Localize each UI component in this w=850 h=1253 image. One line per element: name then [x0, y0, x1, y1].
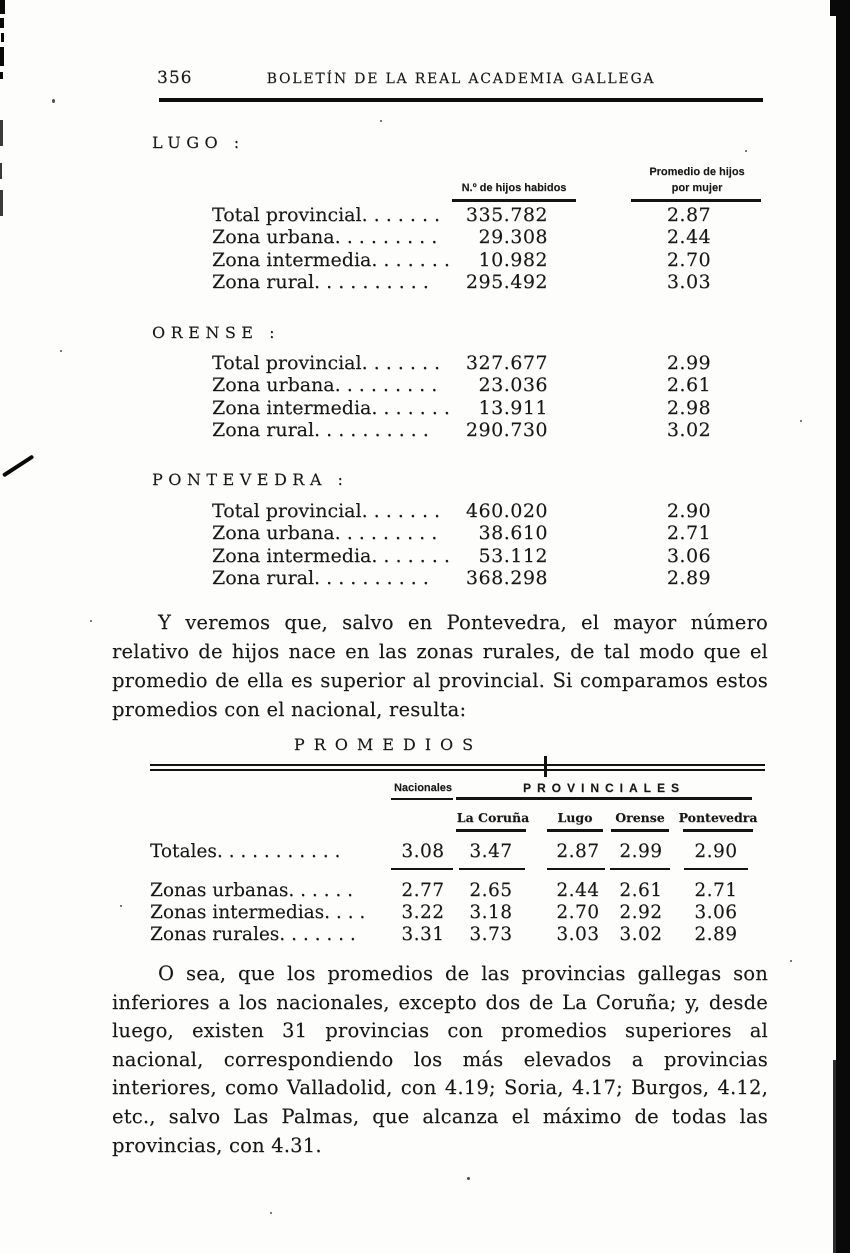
value-la-coruna: 3.47 — [469, 841, 513, 862]
value-nacional: 3.31 — [401, 924, 445, 945]
pen-slash-mark — [2, 454, 34, 477]
left-edge-mark — [0, 18, 4, 28]
section-title-lugo: LUGO : — [152, 133, 245, 152]
left-edge-mark — [0, 120, 3, 146]
row-label: Zona rural. . . . . . . . . . — [212, 567, 429, 590]
row-label: Zona urbana. . . . . . . . . — [212, 374, 438, 397]
orense-table — [0, 352, 850, 442]
row-label: Zona intermedia. . . . . . . — [212, 248, 450, 271]
promedios-double-rule — [150, 764, 765, 771]
average-value: 3.03 — [666, 271, 712, 294]
column-header-average-line2: por mujer — [671, 182, 723, 194]
stray-ink-tick — [544, 756, 547, 777]
journal-title: BOLETÍN DE LA REAL ACADEMIA GALLEGA — [266, 71, 656, 87]
value-la-coruna: 3.18 — [469, 902, 513, 923]
scan-speck — [52, 99, 55, 103]
row-label: Total provincial. . . . . . . — [212, 352, 441, 374]
average-value: 2.98 — [666, 396, 712, 419]
binding-shadow-bar — [836, 0, 850, 1253]
scan-speck — [790, 960, 792, 962]
left-edge-mark — [1, 33, 4, 42]
column-header-la-coruna: La Coruña — [456, 810, 530, 825]
body-paragraph-2: O sea, que los promedios de las provincias gallegas son inferiores a los nacionales, excepto dos de La Coruña; y, desde luego, existen 31 provincias con promedios superiores al nacional, correspondiendo los más elevados a provincias interiores, como Valladolid, con 4.19; Soria, 4.17; Burgos, 4.12, etc., salvo Las Palmas, que alcanza el máximo de todas las provincias, con 4.31. — [112, 962, 768, 1157]
province-underline — [683, 829, 753, 832]
left-edge-mark — [0, 72, 3, 79]
average-value: 2.90 — [666, 500, 712, 522]
section-title-orense: ORENSE : — [152, 323, 280, 342]
children-value: 368.298 — [465, 567, 548, 590]
average-value: 3.02 — [666, 419, 712, 442]
row-label: Zona urbana. . . . . . . . . — [212, 226, 438, 249]
average-value: 2.87 — [666, 204, 712, 226]
children-value: 327.677 — [465, 352, 548, 374]
value-pontevedra: 2.71 — [694, 880, 738, 901]
binding-shadow-notch — [830, 0, 837, 16]
value-lugo: 2.70 — [556, 902, 600, 923]
table-row — [0, 545, 850, 567]
body-paragraph-1: Y veremos que, salvo en Pontevedra, el mayor número relativo de hijos nace en las zonas rurales, de tal modo que el promedio de ella es superior al provincial. Si comparamos estos promedios con el nacional, resulta: — [112, 611, 768, 721]
children-value: 29.308 — [478, 226, 548, 249]
left-edge-mark — [0, 163, 2, 179]
value-pontevedra: 2.90 — [694, 841, 738, 862]
promedios-row-intermedias — [0, 902, 850, 925]
scan-speck — [467, 1177, 470, 1180]
column-header-lugo: Lugo — [557, 810, 593, 825]
pontevedra-table — [0, 500, 850, 590]
nacionales-underline — [391, 798, 453, 800]
row-label: Zona intermedia. . . . . . . — [212, 396, 450, 419]
totales-underline — [610, 868, 670, 870]
value-nacional: 3.22 — [401, 902, 445, 923]
children-value: 10.982 — [478, 248, 548, 271]
totales-underline — [391, 868, 453, 870]
column-header-underline — [452, 199, 576, 202]
province-underline — [611, 829, 669, 832]
average-value: 2.99 — [666, 352, 712, 374]
average-value: 2.70 — [666, 248, 712, 271]
row-label: Total provincial. . . . . . . — [212, 204, 441, 226]
value-orense: 2.99 — [619, 841, 663, 862]
row-label: Zona intermedia. . . . . . . — [212, 544, 450, 567]
value-orense: 2.92 — [619, 902, 663, 923]
value-la-coruna: 3.73 — [469, 924, 513, 945]
average-value: 2.61 — [666, 374, 712, 397]
column-header-provinciales: PROVINCIALES — [522, 781, 685, 795]
column-header-pontevedra: Pontevedra — [678, 810, 758, 825]
promedios-row-rurales — [0, 924, 850, 947]
row-label: Zonas intermedias. . . . — [150, 902, 366, 923]
table-row — [0, 352, 850, 374]
value-pontevedra: 3.06 — [694, 902, 738, 923]
row-label: Zona rural. . . . . . . . . . — [212, 419, 429, 442]
value-lugo: 3.03 — [556, 924, 600, 945]
province-underline — [456, 829, 526, 832]
provinciales-underline — [456, 797, 752, 800]
totales-underline — [459, 868, 525, 870]
table-row — [0, 567, 850, 589]
table-row — [0, 271, 850, 293]
table-row — [0, 226, 850, 248]
table-row — [0, 397, 850, 419]
value-nacional: 3.08 — [401, 841, 445, 862]
row-label: Total provincial. . . . . . . — [212, 500, 441, 522]
children-value: 53.112 — [478, 544, 548, 567]
scan-speck — [745, 150, 747, 152]
table-row — [0, 204, 850, 226]
children-value: 335.782 — [465, 204, 548, 226]
table-row — [0, 374, 850, 396]
value-lugo: 2.44 — [556, 880, 600, 901]
row-label: Zonas urbanas. . . . . . — [150, 880, 354, 901]
average-value: 2.44 — [666, 226, 712, 249]
value-orense: 2.61 — [619, 880, 663, 901]
province-underline — [547, 829, 603, 832]
value-lugo: 2.87 — [556, 841, 600, 862]
value-nacional: 2.77 — [401, 880, 445, 901]
header-rule — [159, 98, 763, 102]
value-pontevedra: 2.89 — [694, 924, 738, 945]
row-label: Totales. . . . . . . . . . . — [150, 841, 341, 862]
table-row — [0, 419, 850, 441]
column-header-children: N.º de hijos habidos — [461, 182, 567, 194]
promedios-row-urbanas — [0, 880, 850, 903]
left-edge-mark — [0, 47, 4, 66]
page-number: 356 — [157, 68, 193, 88]
average-value: 3.06 — [666, 544, 712, 567]
row-label: Zona rural. . . . . . . . . . — [212, 271, 429, 294]
value-la-coruna: 2.65 — [469, 880, 513, 901]
totales-underline — [684, 868, 748, 870]
scan-speck — [270, 1212, 272, 1214]
scan-speck — [90, 620, 92, 622]
binding-shadow-notch — [833, 1060, 837, 1253]
row-label: Zona urbana. . . . . . . . . — [212, 522, 438, 545]
children-value: 290.730 — [465, 419, 548, 442]
left-edge-mark — [0, 0, 5, 14]
average-value: 2.71 — [666, 522, 712, 545]
scan-speck — [380, 120, 382, 122]
children-value: 13.911 — [478, 396, 548, 419]
value-orense: 3.02 — [619, 924, 663, 945]
children-value: 460.020 — [465, 500, 548, 522]
table-row — [0, 500, 850, 522]
lugo-table — [0, 204, 850, 294]
table-row — [0, 522, 850, 544]
average-value: 2.89 — [666, 567, 712, 590]
section-title-pontevedra: PONTEVEDRA : — [152, 470, 349, 489]
column-header-average-line1: Promedio de hijos — [649, 166, 745, 178]
promedios-row-totales — [0, 841, 850, 864]
column-header-orense: Orense — [615, 810, 665, 825]
children-value: 23.036 — [478, 374, 548, 397]
children-value: 38.610 — [478, 522, 548, 545]
column-header-underline — [631, 199, 761, 202]
promedios-title: PROMEDIOS — [293, 735, 483, 754]
children-value: 295.492 — [465, 271, 548, 294]
row-label: Zonas rurales. . . . . . . — [150, 924, 356, 945]
column-header-nacionales: Nacionales — [393, 782, 453, 794]
table-row — [0, 249, 850, 271]
totales-underline — [547, 868, 605, 870]
